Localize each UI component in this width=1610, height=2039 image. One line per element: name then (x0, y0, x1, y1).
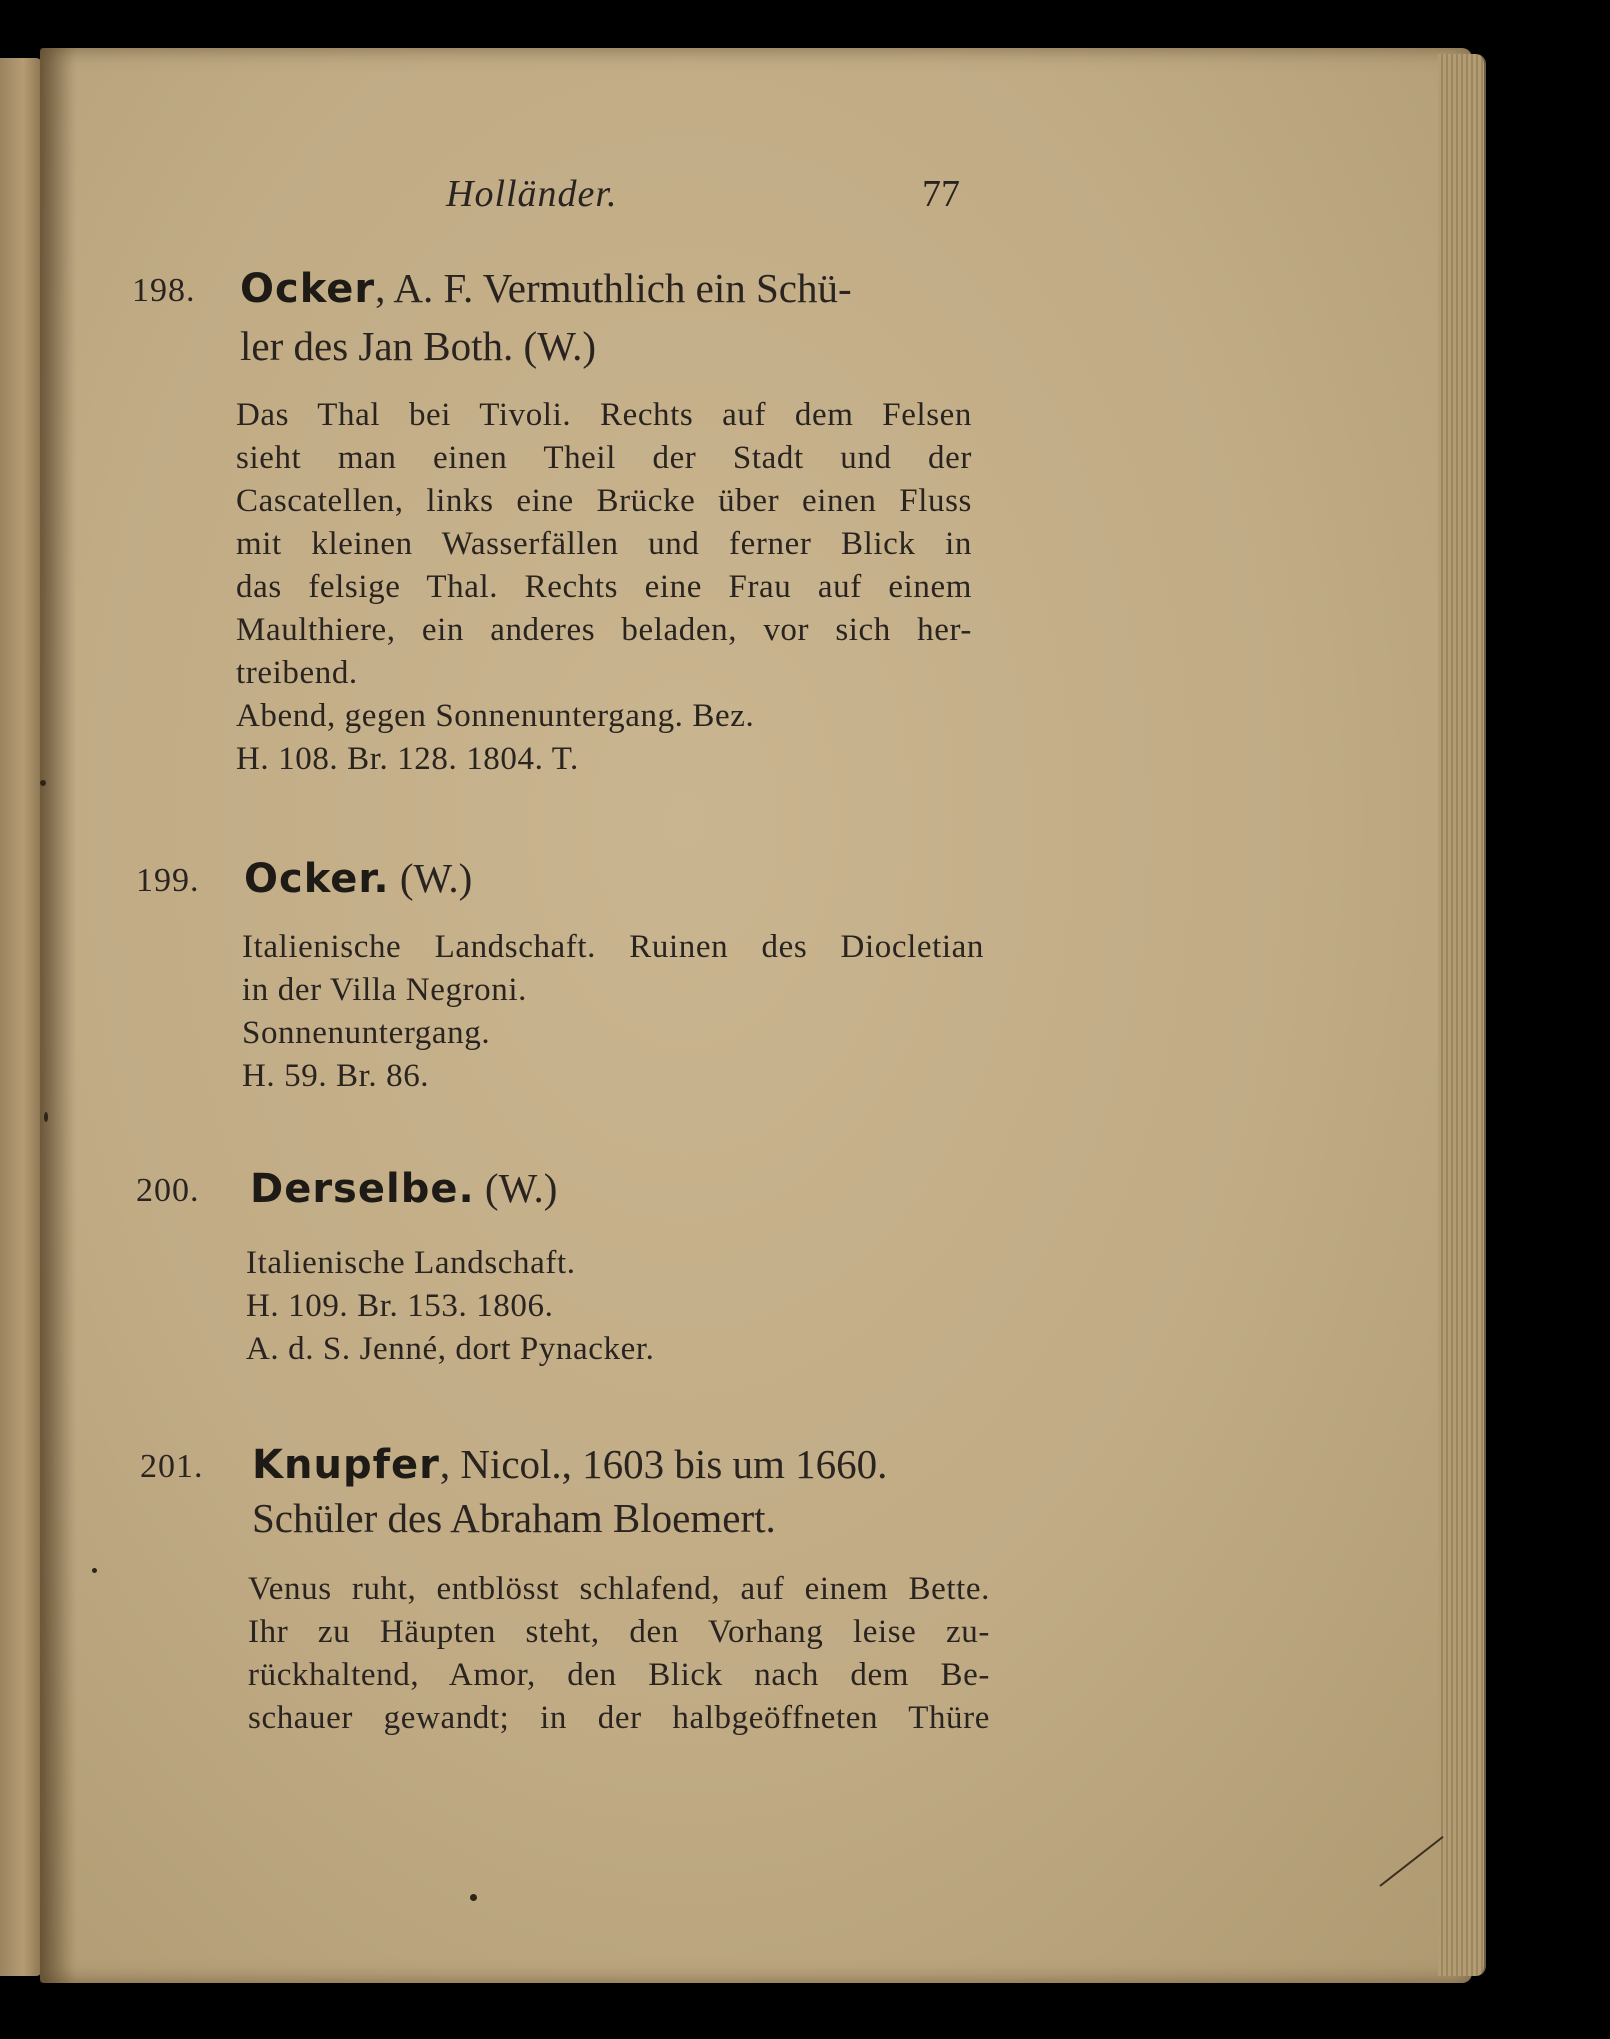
description-line: Sonnenuntergang. (242, 1015, 491, 1051)
description-line: Venus ruht, entblösst schlafend, auf einem Bette. (248, 1571, 990, 1607)
description-line: in der Villa Negroni. (242, 972, 527, 1008)
previous-page-edge (0, 58, 42, 1976)
entry-heading-line-2: ler des Jan Both. (W.) (240, 323, 597, 369)
description-line: Italienische Landschaft. Ruinen des Diocletian (242, 929, 984, 965)
paper-speck (470, 1894, 477, 1901)
entry-heading-text: (W.) (389, 855, 473, 901)
description-line: das felsige Thal. Rechts eine Frau auf einem (236, 569, 972, 605)
paper-speck (40, 780, 46, 786)
entry-heading-text: , A. F. Vermuthlich ein Schü- (375, 265, 852, 311)
artist-name: Derselbe. (250, 1166, 475, 1212)
description-line: Das Thal bei Tivoli. Rechts auf dem Felsen (236, 397, 972, 433)
description-line: Maulthiere, ein anderes beladen, vor sich her- (236, 612, 972, 648)
entry-description (236, 394, 972, 781)
artist-name: Ocker. (244, 856, 390, 902)
entry-number: 198. (132, 272, 196, 309)
entry-heading (240, 264, 852, 312)
description-line: H. 109. Br. 153. 1806. (246, 1288, 554, 1324)
running-header-title: Holländer. (446, 173, 618, 215)
entry-heading (252, 1440, 887, 1488)
description-line: Abend, gegen Sonnenuntergang. Bez. (236, 698, 755, 734)
entry-heading-text: , Nicol., 1603 bis um 1660. (439, 1441, 888, 1487)
description-line: schauer gewandt; in der halbgeöffneten Thüre (248, 1700, 990, 1736)
description-line: treibend. (236, 655, 358, 691)
entry-number: 199. (136, 862, 200, 899)
entry-description (242, 926, 984, 1098)
description-line: H. 108. Br. 128. 1804. T. (236, 741, 579, 777)
entry-number: 200. (136, 1172, 200, 1209)
description-line: Cascatellen, links eine Brücke über einen Fluss (236, 483, 972, 519)
gutter-shadow (40, 48, 76, 1983)
paper-speck (92, 1568, 97, 1573)
page-stack-edges (1438, 54, 1486, 1976)
description-line: A. d. S. Jenné, dort Pynacker. (246, 1331, 655, 1367)
entry-description (248, 1568, 990, 1740)
entry-heading-line-2: Schüler des Abraham Bloemert. (252, 1495, 776, 1541)
description-line: mit kleinen Wasserfällen und ferner Blick in (236, 526, 972, 562)
description-line: Ihr zu Häupten steht, den Vorhang leise zu- (248, 1614, 990, 1650)
entry-heading (250, 1164, 557, 1212)
entry-description (246, 1242, 846, 1371)
entry-number: 201. (140, 1448, 204, 1485)
page-number: 77 (922, 173, 960, 215)
description-line: H. 59. Br. 86. (242, 1058, 430, 1094)
description-line: rückhaltend, Amor, den Blick nach dem Be- (248, 1657, 990, 1693)
entry-heading-text: (W.) (474, 1165, 558, 1211)
description-line: Italienische Landschaft. (246, 1245, 576, 1281)
artist-name: Knupfer (252, 1442, 440, 1488)
artist-name: Ocker (240, 266, 376, 312)
entry-heading (244, 854, 472, 902)
paper-speck (44, 1112, 48, 1122)
description-line: sieht man einen Theil der Stadt und der (236, 440, 972, 476)
